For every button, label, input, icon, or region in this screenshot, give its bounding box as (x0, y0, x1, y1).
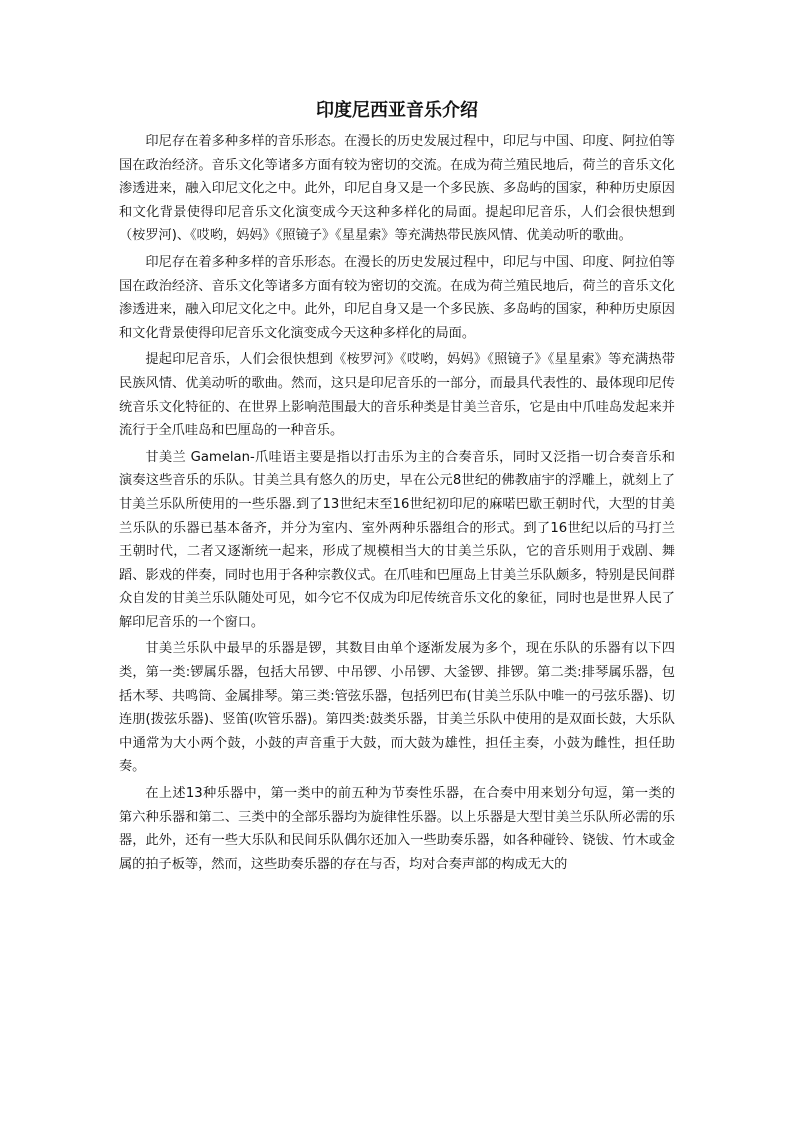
document-body (119, 130, 675, 879)
paragraph-1: 印尼存在着多种多样的音乐形态。在漫长的历史发展过程中，印尼与中国、印度、阿拉伯等国在政治经济。音乐文化等诸多方面有较为密切的交流。在成为荷兰殖民地后，荷兰的音乐文化渗透进来，融入印尼文化之中。此外，印尼自身又是一个多民族、多岛屿的国家，种种历史原因和文化背景使得印尼音乐文化演变成今天这种多样化的局面。提起印尼音乐，人们会很快想到（桉罗河)、《哎哟，妈妈》《照镜子》《星星索》等充满热带民族风情、优美动听的歌曲。 (119, 134, 675, 244)
document-title: 印度尼西亚音乐介绍 (316, 100, 478, 121)
paragraph-5: 甘美兰乐队中最早的乐器是锣，其数目由单个逐渐发展为多个，现在乐队的乐器有以下四类，第一类:锣属乐器，包括大吊锣、中吊锣、小吊锣、大釜锣、排锣。第二类:排琴属乐器，包括木琴、共鸣筒、金属排琴。第三类:管弦乐器，包括列巴布(甘美兰乐队中唯一的弓弦乐器)、切连朋(拨弦乐器)、竖笛(吹管乐器)。第四类:鼓类乐器，甘美兰乐队中使用的是双面长鼓，大乐队中通常为大小两个鼓，小鼓的声音重于大鼓，而大鼓为雄性，担任主奏，小鼓为雌性，担任助奏。 (119, 641, 675, 775)
paragraph-2: 印尼存在着多种多样的音乐形态。在漫长的历史发展过程中，印尼与中国、印度、阿拉伯等国在政治经济、音乐文化等诸多方面有较为密切的交流。在成为荷兰殖民地后，荷兰的音乐文化渗透进来，融入印尼文化之中。此外，印尼自身又是一个多民族、多岛屿的国家，种种历史原因和文化背景使得印尼音乐文化演变成今天这种多样化的局面。 (119, 254, 675, 341)
paragraph-4: 甘美兰 Gamelan-爪哇语主要是指以打击乐为主的合奏音乐，同时又泛指一切合奏音乐和演奏这些音乐的乐队。甘美兰具有悠久的历史，早在公元8世纪的佛教庙宇的浮雕上，就刻上了甘美兰乐队所使用的一些乐器.到了13世纪末至16世纪初印尼的麻喏巴歇王朝时代，大型的甘美兰乐队的乐器已基本备齐，并分为室内、室外两种乐器组合的形式。到了16世纪以后的马打兰王朝时代，二者又逐渐统一起来，形成了规模相当大的甘美兰乐队，它的音乐则用于戏剧、舞蹈、影戏的伴奏，同时也用于各种宗教仪式。在爪哇和巴厘岛上甘美兰乐队颇多，特别是民间群众自发的甘美兰乐队随处可见，如今它不仅成为印尼传统音乐文化的象征，同时也是世界人民了解印尼音乐的一个窗口。 (119, 449, 675, 630)
paragraph-3: 提起印尼音乐，人们会很快想到《桉罗河》《哎哟，妈妈》《照镜子》《星星索》等充满热带民族风情、优美动听的歌曲。然而，这只是印尼音乐的一部分，而最具代表性的、最体现印尼传统音乐文化特征的、在世界上影响范围最大的音乐种类是甘美兰音乐，它是由中爪哇岛发起来并流行于全爪哇岛和巴厘岛的一种音乐。 (119, 352, 675, 439)
paragraph-6: 在上述13种乐器中，第一类中的前五种为节奏性乐器，在合奏中用来划分句逗，第一类的第六种乐器和第二、三类中的全部乐器均为旋律性乐器。以上乐器是大型甘美兰乐队所必需的乐器，此外，还有一些大乐队和民间乐队偶尔还加入一些助奏乐器，如各种碰铃、铙钹、竹木或金属的拍子板等，然而，这些助奏乐器的存在与否，均对合奏声部的构成无大的 (119, 786, 675, 872)
